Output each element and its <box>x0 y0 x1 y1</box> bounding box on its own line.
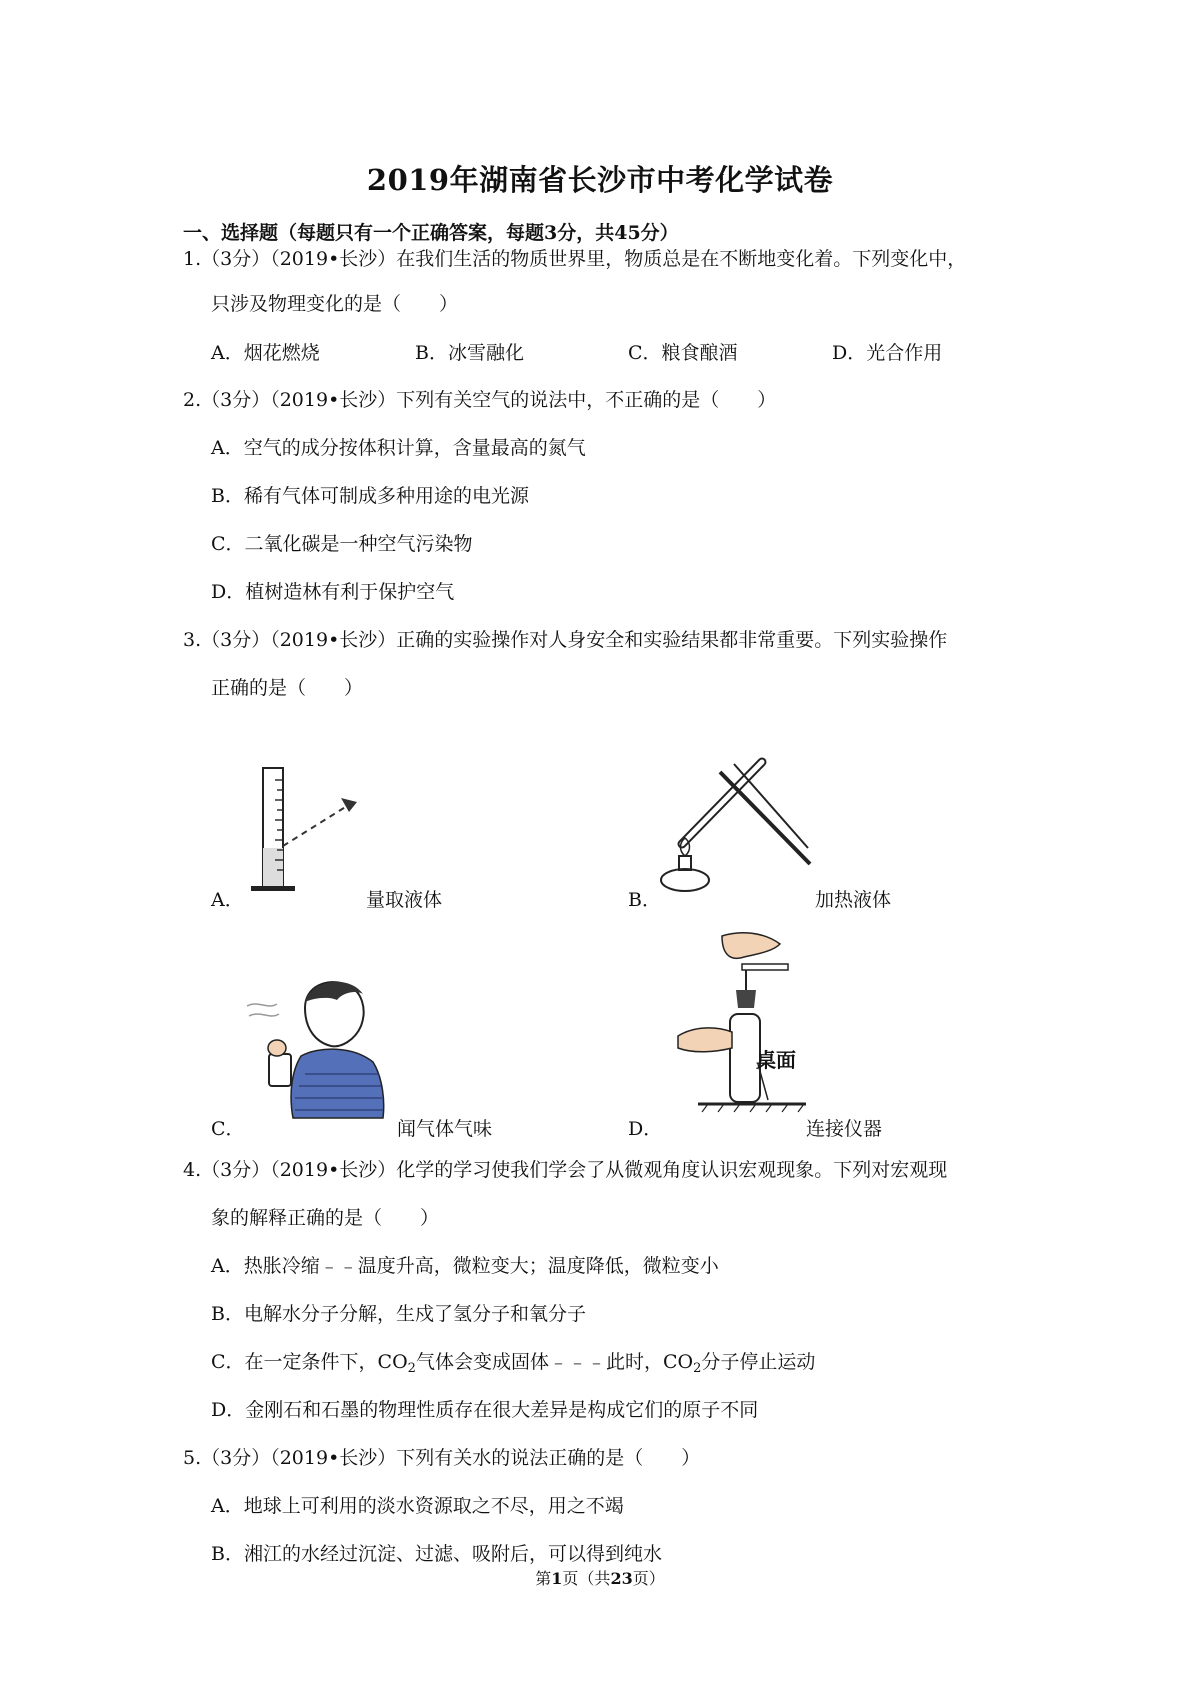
question-3-stem-cont: 正确的是（ ） <box>211 677 364 699</box>
section-heading: 一、选择题（每题只有一个正确答案，每题3分，共45分） <box>183 222 679 244</box>
question-3-option-c-caption: 闻气体气味 <box>397 1118 493 1140</box>
question-1-option-a: A．烟花燃烧 <box>211 342 320 364</box>
question-3-option-d-caption: 连接仪器 <box>806 1118 883 1140</box>
question-1-option-d: D．光合作用 <box>832 342 943 364</box>
question-5-stem: 5.（3分）（2019•长沙）下列有关水的说法正确的是（ ） <box>183 1447 701 1469</box>
question-4-stem-cont: 象的解释正确的是（ ） <box>211 1207 440 1229</box>
question-2-option-d: D．植树造林有利于保护空气 <box>211 581 455 603</box>
question-2-stem: 2.（3分）（2019•长沙）下列有关空气的说法中，不正确的是（ ） <box>183 389 777 411</box>
page-number: 1 <box>551 1569 563 1588</box>
connecting-apparatus-figure <box>668 928 818 1116</box>
question-4-option-d: D．金刚石和石墨的物理性质存在很大差异是构成它们的原子不同 <box>211 1399 759 1421</box>
question-4-stem: 4.（3分）（2019•长沙）化学的学习使我们学会了从微观角度认识宏观现象。下列对宏观现 <box>183 1159 948 1181</box>
question-3-option-b-caption: 加热液体 <box>815 889 892 911</box>
question-3-option-d-letter: D． <box>628 1118 663 1140</box>
smelling-gas-figure <box>245 978 395 1123</box>
question-4-option-c: C．在一定条件下，$CO_2$气体会变成固体﹣﹣﹣此时，$CO_2$分子停止运动 <box>211 1351 816 1376</box>
desk-surface-label: 桌面 <box>756 1048 796 1072</box>
question-1-option-c: C．粮食酿酒 <box>628 342 738 364</box>
question-5-option-b: B．湘江的水经过沉淀、过滤、吸附后，可以得到纯水 <box>211 1543 662 1565</box>
question-1-option-b: B．冰雪融化 <box>415 342 524 364</box>
question-3-option-a-letter: A． <box>211 889 244 911</box>
question-3-stem: 3.（3分）（2019•长沙）正确的实验操作对人身安全和实验结果都非常重要。下列实验操作 <box>183 629 948 651</box>
question-2-option-b: B．稀有气体可制成多种用途的电光源 <box>211 485 529 507</box>
question-1-stem-cont: 只涉及物理变化的是（ ） <box>211 293 459 315</box>
question-5-option-a: A．地球上可利用的淡水资源取之不尽，用之不竭 <box>211 1495 624 1517</box>
question-2-option-a: A．空气的成分按体积计算，含量最高的氮气 <box>211 437 586 459</box>
graduated-cylinder-figure <box>245 760 365 900</box>
question-4-option-a: A．热胀冷缩﹣﹣温度升高，微粒变大；温度降低，微粒变小 <box>211 1255 719 1277</box>
question-3-option-c-letter: C． <box>211 1118 245 1140</box>
question-1-stem: 1.（3分）（2019•长沙）在我们生活的物质世界里，物质总是在不断地变化着。下列变化中， <box>183 248 967 270</box>
question-4-option-b: B．电解水分子分解，生戍了氢分子和氧分子 <box>211 1303 586 1325</box>
heating-test-tube-figure <box>650 752 825 897</box>
page-footer: 第1页（共23页） <box>535 1569 665 1588</box>
total-pages: 23 <box>610 1569 633 1588</box>
page-title: 2019年湖南省长沙市中考化学试卷 <box>366 163 834 197</box>
question-3-option-a-caption: 量取液体 <box>366 889 443 911</box>
question-3-option-b-letter: B． <box>628 889 661 911</box>
question-2-option-c: C．二氧化碳是一种空气污染物 <box>211 533 473 555</box>
